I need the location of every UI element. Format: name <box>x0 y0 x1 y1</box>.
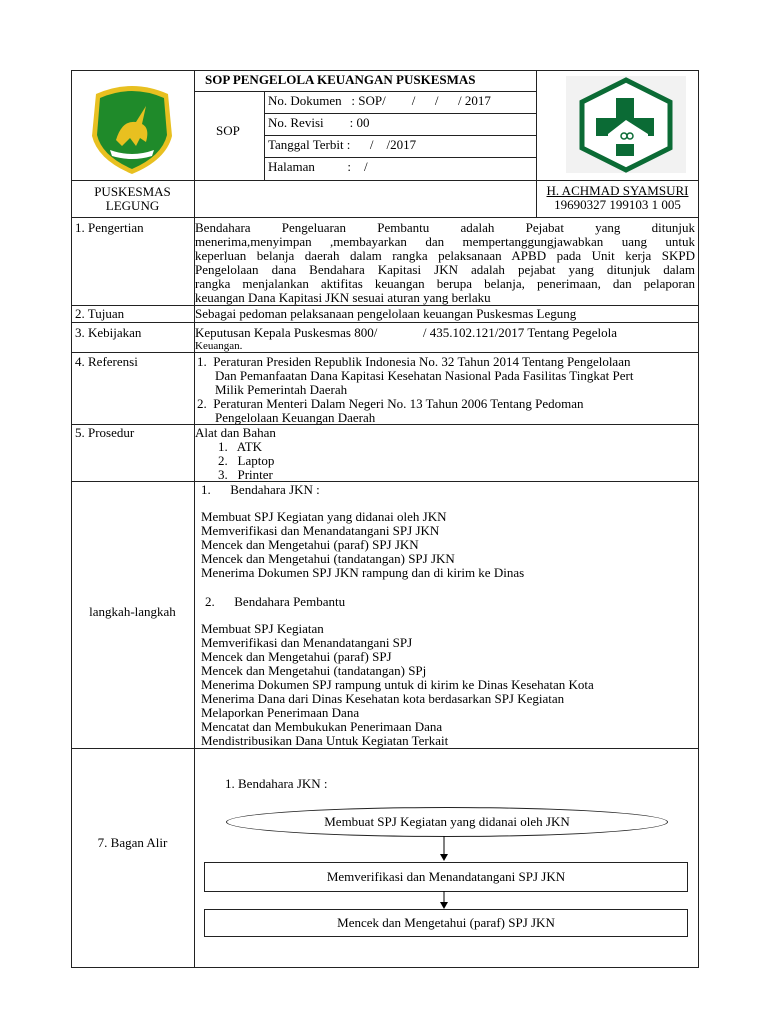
section-label: 2. Tujuan <box>75 306 125 321</box>
definition-line: rangka menjalankan aktifitas keuangan berupa belanja, penerimaan, dan pelaporan <box>195 276 695 291</box>
issue-date: Tanggal Terbit : / /2017 <box>268 137 417 152</box>
flowchart-title: 1. Bendahara JKN : <box>225 776 328 791</box>
divider <box>71 322 699 323</box>
reference-line: Dan Pemanfaatan Dana Kapitasi Kesehatan Nasional Pada Fasilitas Tingkat Pert <box>215 369 634 383</box>
divider <box>264 113 536 114</box>
step-item: Membuat SPJ Kegiatan <box>201 621 324 636</box>
divider <box>71 748 699 749</box>
section-label: 7. Bagan Alir <box>97 835 168 850</box>
city-emblem-logo <box>86 80 178 176</box>
step-item: Mencek dan Mengetahui (tandatangan) SPj <box>201 663 427 678</box>
step-item: Mendistribusikan Dana Untuk Kegiatan Terkait <box>201 733 449 748</box>
section-label: 3. Kebijakan <box>75 325 142 340</box>
divider <box>264 135 536 136</box>
definition-line: Bendahara Pengeluaran Pembantu adalah Pejabat yang ditunjuk <box>195 220 695 235</box>
divider <box>264 157 536 158</box>
step-item: Mencek dan Mengetahui (paraf) SPJ JKN <box>201 537 419 552</box>
reference-line: 1. Peraturan Presiden Republik Indonesia No. 32 Tahun 2014 Tentang Pengelolaan <box>197 355 631 369</box>
flow-step: Mencek dan Mengetahui (paraf) SPJ JKN <box>204 909 688 937</box>
step-item: Menerima Dokumen SPJ JKN rampung dan di kirim ke Dinas <box>201 565 525 580</box>
step-item: Menerima Dana dari Dinas Kesehatan kota berdasarkan SPJ Kegiatan <box>201 691 565 706</box>
health-ministry-logo <box>566 76 686 173</box>
arrow-down-icon <box>438 891 450 909</box>
section-label: 4. Referensi <box>75 354 138 369</box>
step-item: Memverifikasi dan Menandatangani SPJ <box>201 635 413 650</box>
policy-line: Keuangan. <box>195 340 243 352</box>
step-item: Mencek dan Mengetahui (paraf) SPJ <box>201 649 392 664</box>
flow-step-start: Membuat SPJ Kegiatan yang didanai oleh JKN <box>226 807 668 837</box>
divider <box>71 481 699 482</box>
section-label: 5. Prosedur <box>75 425 135 440</box>
divider <box>71 180 699 181</box>
step-item: Mencatat dan Membukukan Penerimaan Dana <box>201 719 443 734</box>
definition-line: menerima,menyimpan ,membayarkan dan mempertanggungjawabkan uang untuk <box>195 234 695 249</box>
section-label: 1. Pengertian <box>75 220 144 235</box>
signer-id: 19690327 199103 1 005 <box>554 197 681 212</box>
reference-line: 2. Peraturan Menteri Dalam Negeri No. 13 Tahun 2006 Tentang Pedoman <box>197 396 584 411</box>
step-item: Melaporkan Penerimaan Dana <box>201 705 360 720</box>
definition-line: keuangan Dana Kapitasi JKN sesuai aturan yang berlaku <box>195 290 491 305</box>
purpose-text: Sebagai pedoman pelaksanaan pengelolaan keuangan Puskesmas Legung <box>195 306 577 321</box>
reference-line: Milik Pemerintah Daerah <box>215 382 348 397</box>
org-location: LEGUNG <box>105 198 160 213</box>
group-title: 2. Bendahara Pembantu <box>205 594 346 609</box>
policy-line: Keputusan Kepala Puskesmas 800/ / 435.102.121/2017 Tentang Pegelola <box>195 326 618 340</box>
step-item: Membuat SPJ Kegiatan yang didanai oleh JKN <box>201 509 447 524</box>
page-number: Halaman : / <box>268 159 368 174</box>
step-item: Mencek dan Mengetahui (tandatangan) SPJ JKN <box>201 551 455 566</box>
signer-name: H. ACHMAD SYAMSURI <box>546 183 689 198</box>
tool-item: 3. Printer <box>218 467 273 482</box>
section-label: langkah-langkah <box>89 604 176 619</box>
document-title: SOP PENGELOLA KEUANGAN PUSKESMAS <box>205 72 476 87</box>
tool-item: 1. ATK <box>218 439 263 454</box>
definition-line: keperluan belanja daerah dalam rangka pelaksanaan APBD pada Unit kerja SKPD <box>195 248 695 263</box>
step-item: Menerima Dokumen SPJ rampung untuk di kirim ke Dinas Kesehatan Kota <box>201 677 594 692</box>
org-name: PUSKESMAS <box>94 184 171 199</box>
tool-item: 2. Laptop <box>218 453 275 468</box>
arrow-down-icon <box>438 836 450 862</box>
flow-step: Memverifikasi dan Menandatangani SPJ JKN <box>204 862 688 892</box>
revision-number: No. Revisi : 00 <box>268 115 370 130</box>
tools-heading: Alat dan Bahan <box>195 425 276 440</box>
sop-label: SOP <box>216 123 240 138</box>
doc-number: No. Dokumen : SOP/ / / / 2017 <box>268 93 491 108</box>
divider <box>194 91 536 92</box>
definition-line: Pengelolaan dana Bendahara Kapitasi JKN adalah pejabat yang ditunjuk dalam <box>195 262 695 277</box>
reference-line: Pengelolaan Keuangan Daerah <box>215 410 376 425</box>
divider <box>71 352 699 353</box>
step-item: Memverifikasi dan Menandatangani SPJ JKN <box>201 523 440 538</box>
divider <box>194 70 195 968</box>
group-title: 1. Bendahara JKN : <box>201 482 320 497</box>
divider <box>71 217 699 218</box>
divider <box>71 424 699 425</box>
